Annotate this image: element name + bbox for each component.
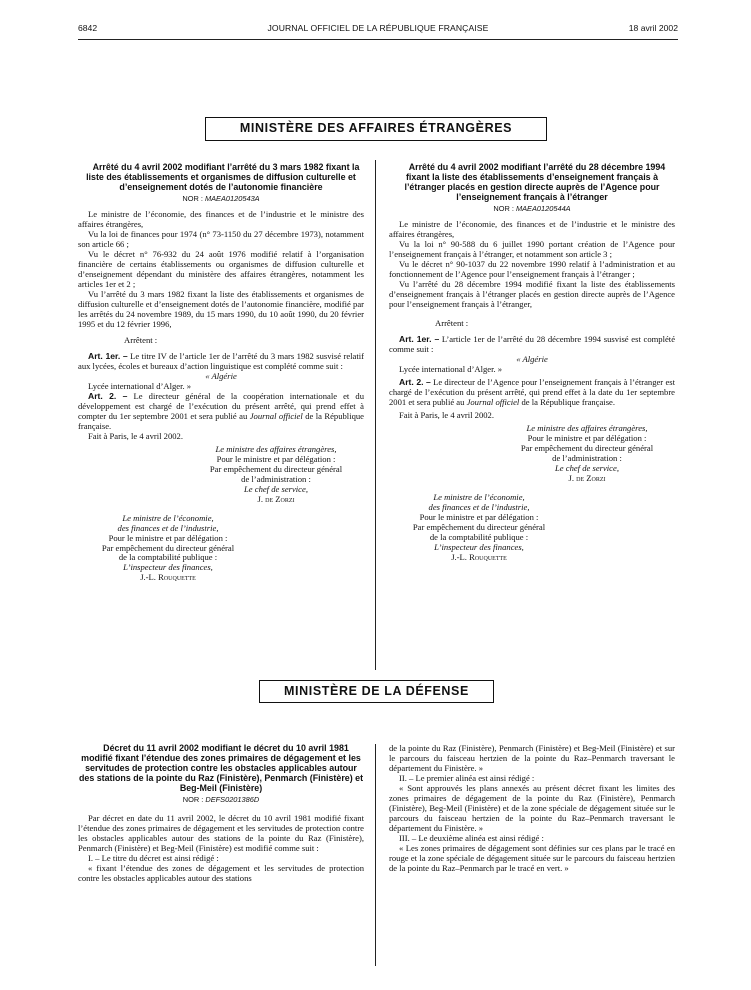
- paragraph: I. – Le titre du décret est ainsi rédigé :: [88, 853, 219, 864]
- paragraph: Le ministre de l’économie, des finances et de l’industrie et le ministre des affaires étrangères,: [389, 219, 675, 240]
- decree-column-left: [78, 163, 364, 583]
- signature-block-2: Le ministre de l’économie, des finances et de l’industrie, Pour le ministre et par délégation : Par empêchement du directeur général de la comptabilité publique : L’inspecteur des finances, J.-L. Rouquette: [83, 514, 253, 584]
- paragraph: III. – Le deuxième alinéa est ainsi rédigé :: [399, 832, 544, 843]
- decree-title: Arrêté du 4 avril 2002 modifiant l’arrêté du 28 décembre 1994 fixant la liste des établissements d’enseignement français à l’étranger placés en gestion directe auprès de l’Agence pour l’enseignement français à l’étranger: [404, 162, 666, 202]
- signatory-name: J.-L. Rouquette: [140, 572, 196, 583]
- paragraph: Le ministre de l’économie, des finances et de l’industrie et le ministre des affaires étrangères,: [78, 209, 364, 230]
- page-number: 6842: [78, 23, 98, 33]
- journal-title: JOURNAL OFFICIEL DE LA RÉPUBLIQUE FRANÇAISE: [267, 23, 489, 33]
- done-at: Fait à Paris, le 4 avril 2002.: [88, 430, 183, 441]
- paragraph: Vu le décret n° 76-932 du 24 août 1976 modifié relatif à l’organisation financière de certains établissements ou organismes de diffusion culturelle et d’enseignement dépendant du ministère des affaires étrangères, notamment les articles 1er et 2 ;: [78, 249, 364, 290]
- column-divider: [375, 744, 376, 966]
- signatory-name: J. de Zorzi: [568, 472, 606, 483]
- ministry-heading-defense: MINISTÈRE DE LA DÉFENSE: [259, 680, 494, 703]
- paragraph: « Sont approuvés les plans annexés au présent décret fixant les limites des zones primaires de dégagement de la pointe du Raz (Finistère), Penmarch (Finistère), Beg-Meil (Finistère) et de la zone spéciale de dégagement située sur le parcours du faisceau hertzien de la pointe du Raz–Penmarch traversant le département du Finistère. »: [389, 782, 675, 833]
- decree-column-right: [389, 163, 675, 562]
- running-header: [78, 24, 678, 38]
- column-divider: [375, 160, 376, 670]
- paragraph: II. – Le premier alinéa est ainsi rédigé :: [399, 772, 535, 783]
- arretent-label: Arrêtent :: [124, 335, 158, 346]
- paragraph: Vu la loi de finances pour 1974 (n° 73-1150 du 27 décembre 1973), notamment son article 66 ;: [78, 229, 364, 250]
- decree-title: Décret du 11 avril 2002 modifiant le décret du 10 avril 1981 modifié fixant l’étendue des zones primaires de dégagement et les servitudes de protection contre les obstacles applicables autour des stations de la pointe du Raz (Finistère), Penmarch (Finistère) et Beg-Meil (Finistère): [78, 743, 364, 793]
- nor-reference: NOR : MAEA0120544A: [493, 203, 571, 213]
- article-1: Art. 1er. – Le titre IV de l’article 1er de l’arrêté du 3 mars 1982 susvisé relatif aux lycées, écoles et bureaux d’action linguistique est complété comme suit :: [78, 351, 364, 372]
- paragraph: Vu la loi n° 90-588 du 6 juillet 1990 portant création de l’Agence pour l’enseignement français à l’étranger, et notamment son article 3 ;: [389, 239, 675, 260]
- paragraph: Vu le décret n° 90-1037 du 22 novembre 1990 relatif à l’administration et au fonctionnement de l’Agence pour l’enseignement français à l’étranger ;: [389, 259, 675, 280]
- quote-school: Lycée international d’Alger. »: [88, 380, 192, 391]
- nor-reference: NOR : DEFS0201386D: [182, 794, 260, 804]
- paragraph: « Les zones primaires de dégagement sont définies sur ces plans par le tracé en rouge et la zone spéciale de dégagement située sur le parcours du faisceau hertzien de la pointe du Raz–Penmarch par le tracé en vert. »: [389, 842, 675, 873]
- signatory-name: J.-L. Rouquette: [451, 551, 507, 562]
- header-rule: [78, 39, 678, 40]
- nor-reference: NOR : MAEA0120543A: [182, 193, 260, 203]
- decree-column-left: [78, 744, 364, 884]
- paragraph: de la pointe du Raz (Finistère), Penmarch (Finistère) et Beg-Meil (Finistère) et sur le parcours du faisceau hertzien de la pointe du Raz–Penmarch traversant le département du Finistère. »: [389, 743, 675, 773]
- paragraph: Vu l’arrêté du 28 décembre 1994 modifié fixant la liste des établissements d’enseignement français à l’étranger placés en gestion directe auprès de l’Agence pour l’enseignement français à l’étranger,: [389, 279, 675, 310]
- paragraph: Par décret en date du 11 avril 2002, le décret du 10 avril 1981 modifié fixant l’étendue des zones primaires de dégagement et les servitudes de protection contre les obstacles applicables autour des stations de la pointe du Raz (Finistère), Penmarch (Finistère) et Beg-Meil (Finistère) est modifié comme suit :: [78, 813, 364, 854]
- issue-date: 18 avril 2002: [628, 23, 678, 33]
- done-at: Fait à Paris, le 4 avril 2002.: [399, 409, 494, 420]
- paragraph: Vu l’arrêté du 3 mars 1982 fixant la liste des établissements et organismes de diffusion culturelle et d’enseignement dotés de l’autonomie financière, modifié par les arrêtés du 24 novembre 1989, du 15 mars 1990, du 10 août 1990, du 20 février 1995 et du 12 février 1996,: [78, 289, 364, 330]
- signature-block-1: Le ministre des affaires étrangères, Pour le ministre et par délégation : Par empêchement du directeur général de l’administration : Le chef de service, J. de Zorzi: [499, 424, 675, 484]
- signatory-name: J. de Zorzi: [257, 493, 295, 504]
- quote-school: Lycée international d’Alger. »: [399, 364, 503, 375]
- decree-column-right: [389, 744, 675, 874]
- decree-title: Arrêté du 4 avril 2002 modifiant l’arrêté du 3 mars 1982 fixant la liste des établissements et organismes de diffusion culturelle et d’enseignement dotés de l’autonomie financière: [86, 162, 360, 192]
- article-1: Art. 1er. – L’article 1er de l’arrêté du 28 décembre 1994 susvisé est complété comme suit :: [389, 334, 676, 355]
- article-2: Art. 2. – Le directeur de l’Agence pour l’enseignement français à l’étranger est chargé de l’exécution du présent arrêté, qui prend effet à la date du 1er septembre 2001 et sera publié au Journal officiel de la République française.: [389, 377, 675, 407]
- signature-block-2: Le ministre de l’économie, des finances et de l’industrie, Pour le ministre et par délégation : Par empêchement du directeur général de la comptabilité publique : L’inspecteur des finances, J.-L. Rouquette: [394, 493, 564, 563]
- article-2: Art. 2. – Le directeur général de la coopération internationale et du développement est chargé de l’exécution du présent arrêté, qui prend effet à compter du 1er septembre 2001 et sera publié au Journal officiel de la République française.: [78, 390, 364, 431]
- signature-block-1: Le ministre des affaires étrangères, Pour le ministre et par délégation : Par empêchement du directeur général de l’administration : Le chef de service, J. de Zorzi: [188, 445, 364, 505]
- paragraph: « fixant l’étendue des zones de dégagement et les servitudes de protection contre les obstacles applicables autour des stations: [78, 863, 364, 884]
- ministry-heading-foreign-affairs: MINISTÈRE DES AFFAIRES ÉTRANGÈRES: [205, 117, 547, 141]
- quote-country: « Algérie: [205, 371, 237, 382]
- arretent-label: Arrêtent :: [435, 318, 469, 329]
- quote-country: « Algérie: [516, 354, 548, 365]
